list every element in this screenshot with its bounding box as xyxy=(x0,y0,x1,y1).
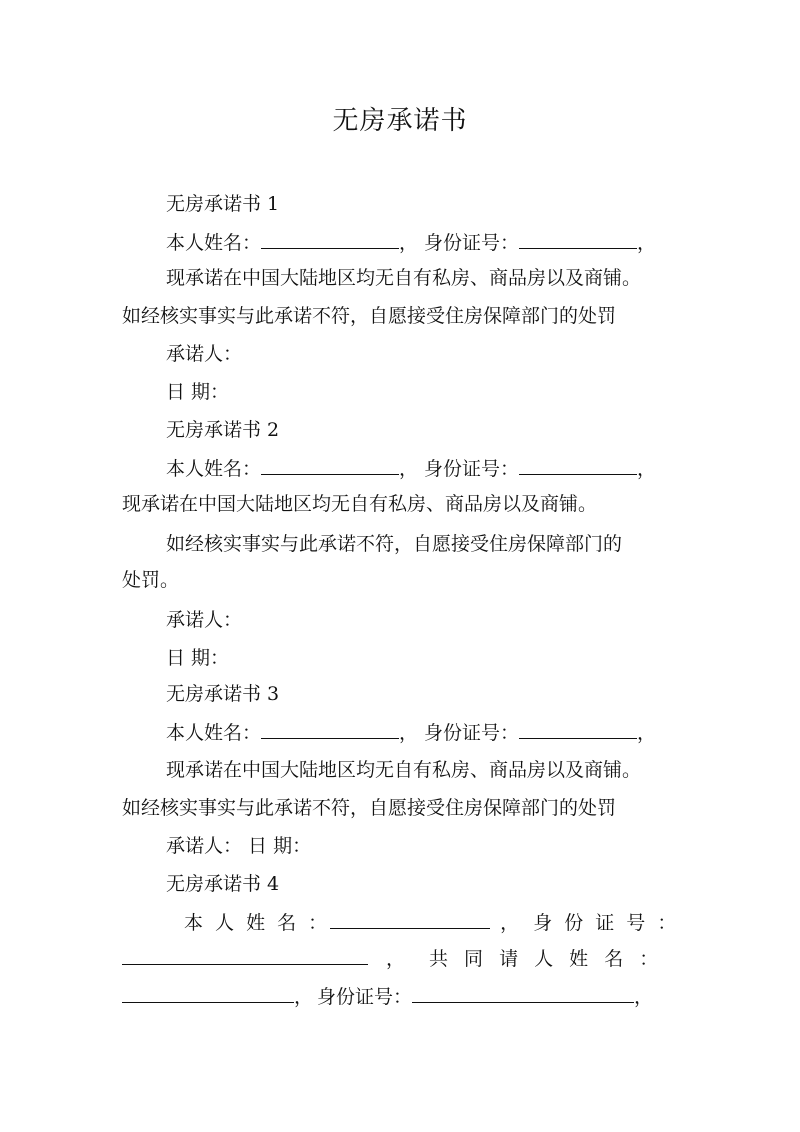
section-1-statement-line-2: 如经核实事实与此承诺不符，自愿接受住房保障部门的处罚 xyxy=(122,305,617,327)
section-3-signer-date: 承诺人： 日 期： xyxy=(166,835,312,857)
coapplicant-name-blank xyxy=(122,982,294,1003)
id-label: 身 份 证 号 ： xyxy=(533,912,680,934)
id-blank xyxy=(519,228,637,249)
section-2-signer: 承诺人： xyxy=(166,609,243,631)
section-1-heading: 无房承诺书 1 xyxy=(166,193,280,215)
section-3-name-id-line xyxy=(122,718,726,747)
coapplicant-name-label: 共 同 请 人 姓 名 ： xyxy=(429,948,664,970)
section-1-date: 日 期： xyxy=(166,381,230,403)
comma: ， xyxy=(637,232,657,254)
section-3-statement-line-2: 如经核实事实与此承诺不符，自愿接受住房保障部门的处罚 xyxy=(122,797,617,819)
section-2-statement-line-3: 处罚。 xyxy=(122,569,180,591)
name-blank xyxy=(261,228,399,249)
id-blank xyxy=(122,944,368,965)
id-label: 身份证号： xyxy=(317,986,413,1008)
coapplicant-id-blank xyxy=(412,982,634,1003)
section-2-statement-line-2: 如经核实事实与此承诺不符，自愿接受住房保障部门的 xyxy=(166,533,623,555)
name-blank xyxy=(261,718,399,739)
section-3-heading: 无房承诺书 3 xyxy=(166,683,280,705)
name-blank xyxy=(261,454,399,475)
section-2-date: 日 期： xyxy=(166,647,230,669)
id-blank xyxy=(519,454,637,475)
id-blank xyxy=(519,718,637,739)
section-2-name-id-line xyxy=(122,454,726,483)
section-4-coapplicant-id-line xyxy=(122,982,682,1011)
section-1-name-id-line xyxy=(122,228,726,257)
comma: ， xyxy=(399,232,419,254)
section-4-name-id-line xyxy=(122,908,744,937)
comma: ， xyxy=(294,986,314,1008)
name-label: 本人姓名： xyxy=(166,722,262,744)
name-label: 本人姓名： xyxy=(166,458,262,480)
comma: ， xyxy=(500,912,520,934)
section-4-heading: 无房承诺书 4 xyxy=(166,873,280,895)
comma: ， xyxy=(634,986,654,1008)
name-label: 本人姓名： xyxy=(166,232,262,254)
section-2-statement-line-1: 现承诺在中国大陆地区均无自有私房、商品房以及商铺。 xyxy=(122,493,598,515)
section-1-signer: 承诺人： xyxy=(166,343,243,365)
comma: ， xyxy=(399,458,419,480)
comma: ， xyxy=(386,948,406,970)
section-3-statement-line-1: 现承诺在中国大陆地区均无自有私房、商品房以及商铺。 xyxy=(166,759,642,781)
page-title: 无房承诺书 xyxy=(332,106,468,136)
comma: ， xyxy=(637,458,657,480)
section-2-heading: 无房承诺书 2 xyxy=(166,419,280,441)
id-label: 身份证号： xyxy=(424,458,520,480)
comma: ， xyxy=(399,722,419,744)
id-label: 身份证号： xyxy=(424,722,520,744)
section-1-statement-line-1: 现承诺在中国大陆地区均无自有私房、商品房以及商铺。 xyxy=(166,267,642,289)
id-label: 身份证号： xyxy=(424,232,520,254)
comma: ， xyxy=(637,722,657,744)
name-blank xyxy=(330,908,490,929)
section-4-coapplicant-line xyxy=(122,944,682,973)
name-label: 本 人 姓 名 ： xyxy=(184,912,331,934)
